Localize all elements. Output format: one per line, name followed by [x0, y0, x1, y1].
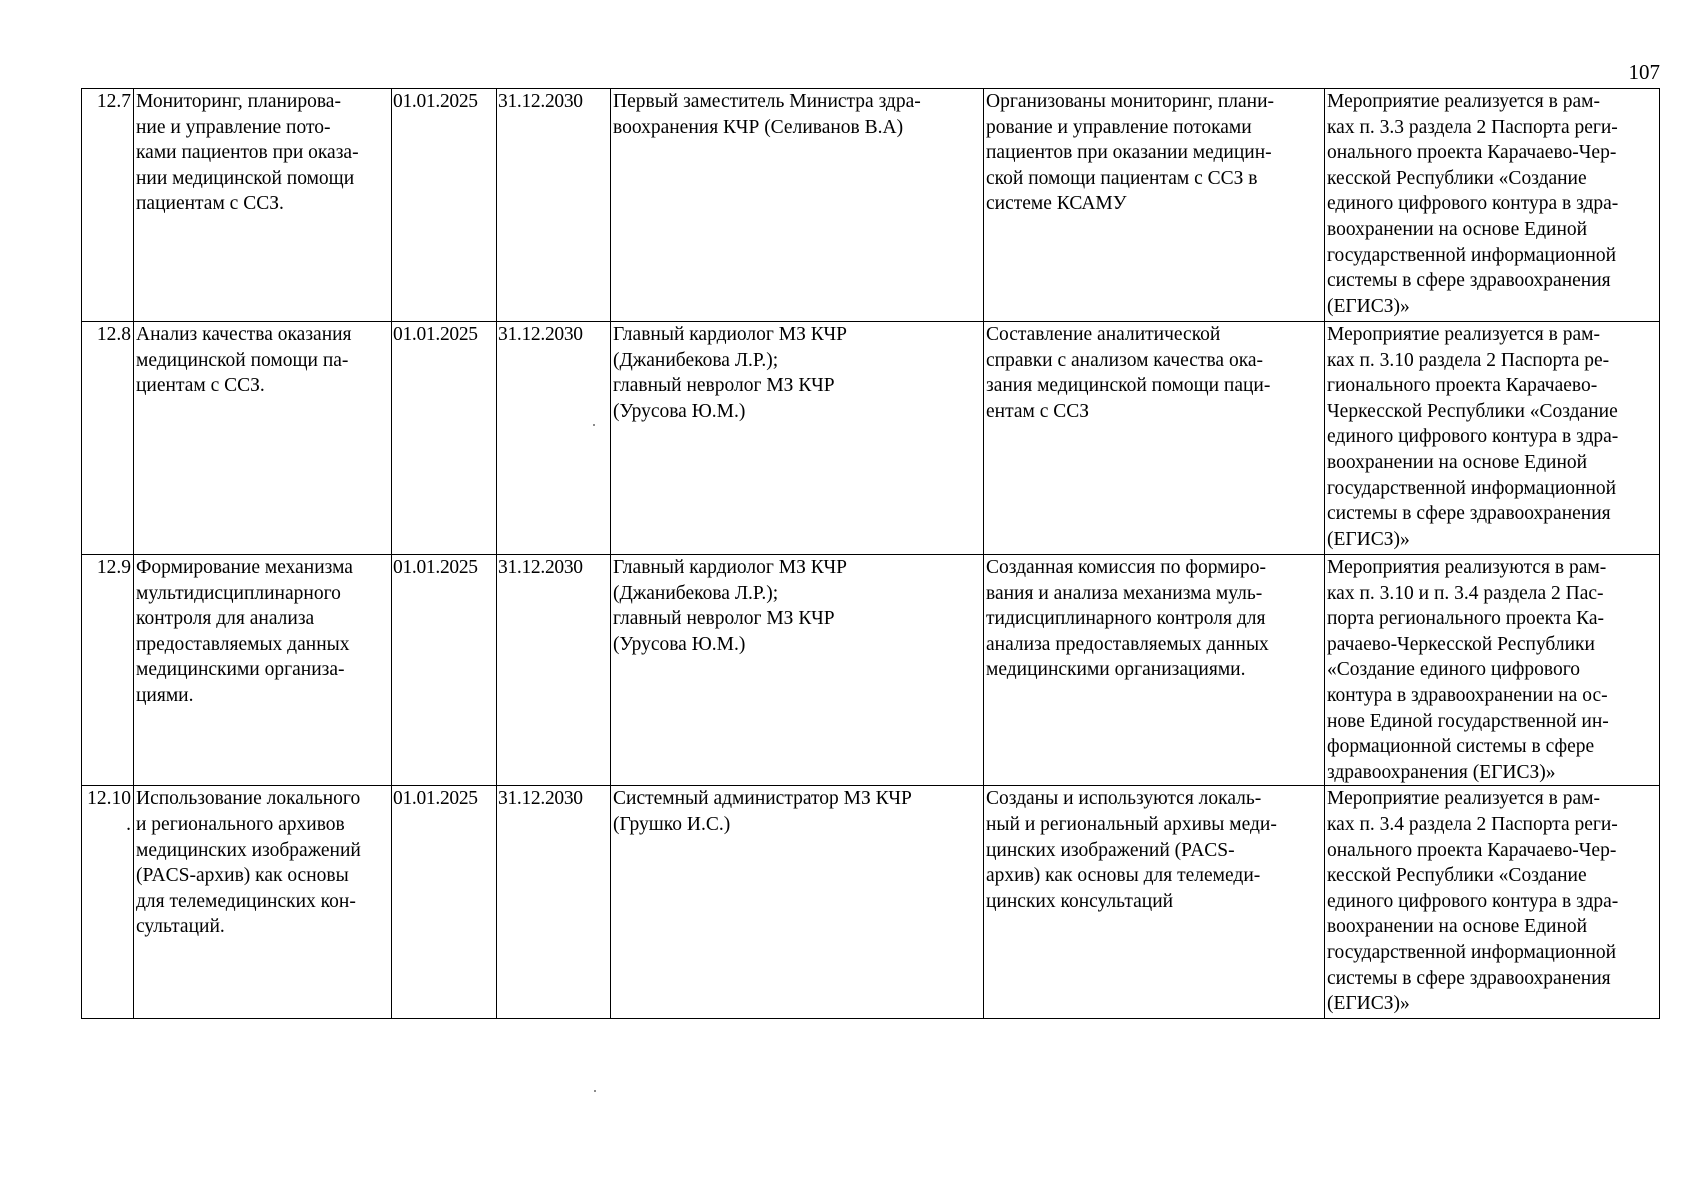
end-date-cell: 31.12.2030: [497, 786, 611, 1019]
table-row: [82, 89, 1660, 322]
table-row: [82, 555, 1660, 786]
row-number: 12.10 .: [82, 786, 134, 1019]
result-cell: Созданная комиссия по формиро- вания и анализа механизма муль- тидисциплинарного контроля для анализа предоставляемых данных медицинскими организациями.: [984, 555, 1325, 786]
activity-cell: Использование локального и регионального архивов медицинских изображений (PACS-архив) как основы для телемедицинских кон- сультаций.: [134, 786, 392, 1019]
end-date-cell: 31.12.2030: [497, 555, 611, 786]
row-number: 12.9: [82, 555, 134, 786]
start-date-cell: 01.01.2025: [392, 786, 497, 1019]
result-cell: Созданы и используются локаль- ный и региональный архивы меди- цинских изображений (PACS- архив) как основы для телемеди- цинских консультаций: [984, 786, 1325, 1019]
result-cell: Составление аналитической справки с анализом качества ока- зания медицинской помощи паци- ентам с ССЗ: [984, 322, 1325, 555]
note-cell: Мероприятие реализуется в рам- ках п. 3.4 раздела 2 Паспорта реги- онального проекта Карачаево-Чер- кесской Республики «Создание единого цифрового контура в здра- воохранении на основе Единой государственной информационной системы в сфере здравоохранения (ЕГИСЗ)»: [1325, 786, 1660, 1019]
note-cell: Мероприятие реализуется в рам- ках п. 3.10 раздела 2 Паспорта ре- гионального проекта Карачаево- Черкесской Республики «Создание единого цифрового контура в здра- воохранении на основе Единой государственной информационной системы в сфере здравоохранения (ЕГИСЗ)»: [1325, 322, 1660, 555]
scan-speck: [593, 424, 595, 426]
table-row: [82, 322, 1660, 555]
responsible-cell: Главный кардиолог МЗ КЧР (Джанибекова Л.Р.); главный невролог МЗ КЧР (Урусова Ю.М.): [611, 555, 984, 786]
start-date-cell: 01.01.2025: [392, 322, 497, 555]
start-date-cell: 01.01.2025: [392, 555, 497, 786]
activity-cell: Анализ качества оказания медицинской помощи па- циентам с ССЗ.: [134, 322, 392, 555]
activity-cell: Формирование механизма мультидисциплинарного контроля для анализа предоставляемых данных медицинскими организа- циями.: [134, 555, 392, 786]
page-number: 107: [1628, 60, 1660, 84]
end-date-cell: 31.12.2030: [497, 89, 611, 322]
note-cell: Мероприятия реализуются в рам- ках п. 3.10 и п. 3.4 раздела 2 Пас- порта регионального проекта Ка- рачаево-Черкесской Республики «Создание единого цифрового контура в здравоохранении на ос- нове Единой государственной ин- формационной системы в сфере здравоохранения (ЕГИСЗ)»: [1325, 555, 1660, 786]
responsible-cell: Системный администратор МЗ КЧР (Грушко И.С.): [611, 786, 984, 1019]
start-date-cell: 01.01.2025: [392, 89, 497, 322]
end-date-cell: 31.12.2030: [497, 322, 611, 555]
measures-table: [81, 88, 1660, 1019]
result-cell: Организованы мониторинг, плани- рование и управление потоками пациентов при оказании медицин- ской помощи пациентам с ССЗ в системе КСАМУ: [984, 89, 1325, 322]
activity-cell: Мониторинг, планирова- ние и управление пото- ками пациентов при оказа- нии медицинской помощи пациентам с ССЗ.: [134, 89, 392, 322]
table-row: [82, 786, 1660, 1019]
note-cell: Мероприятие реализуется в рам- ках п. 3.3 раздела 2 Паспорта реги- онального проекта Карачаево-Чер- кесской Республики «Создание единого цифрового контура в здра- воохранении на основе Единой государственной информационной системы в сфере здравоохранения (ЕГИСЗ)»: [1325, 89, 1660, 322]
row-number: 12.8: [82, 322, 134, 555]
scan-speck: [594, 1090, 596, 1092]
row-number: 12.7: [82, 89, 134, 322]
responsible-cell: Главный кардиолог МЗ КЧР (Джанибекова Л.Р.); главный невролог МЗ КЧР (Урусова Ю.М.): [611, 322, 984, 555]
responsible-cell: Первый заместитель Министра здра- воохранения КЧР (Селиванов В.А): [611, 89, 984, 322]
